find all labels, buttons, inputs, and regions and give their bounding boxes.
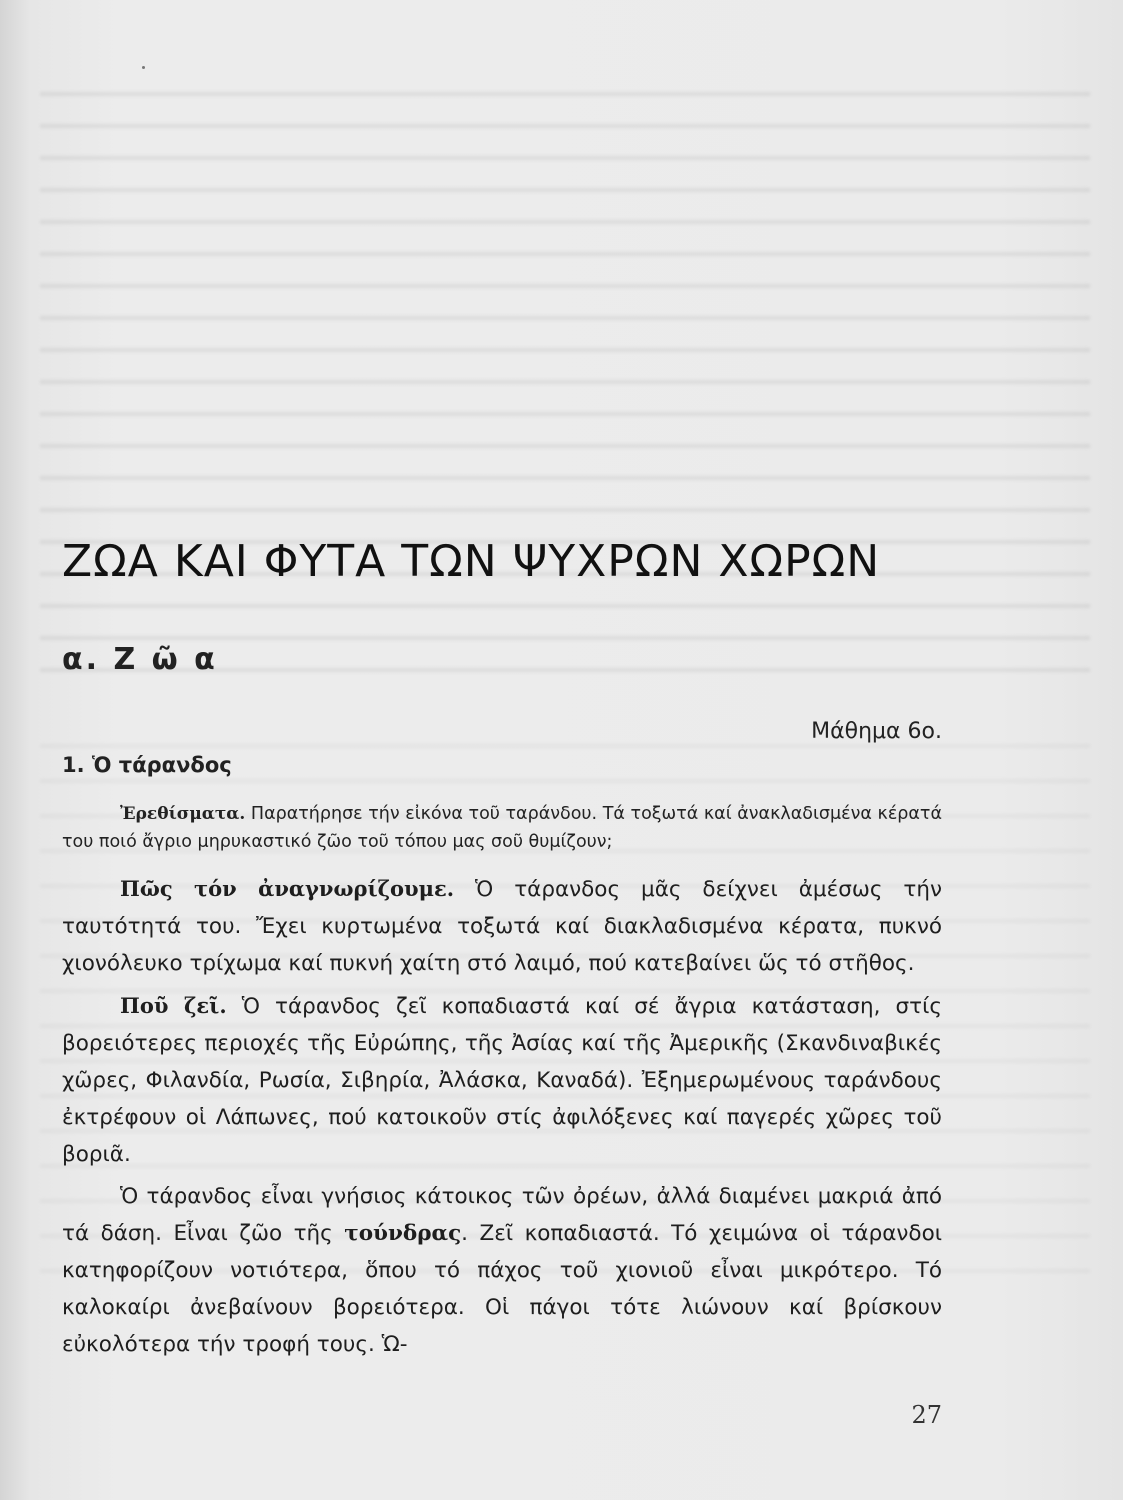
chapter-title: ΖΩΑ ΚΑΙ ΦΥΤΑ ΤΩΝ ΨΥΧΡΩΝ ΧΩΡΩΝ [62, 536, 881, 587]
lesson-body [62, 870, 942, 1368]
paragraph-text: Ὁ τάρανδος εἶναι γνήσιος κάτοικος τῶν ὀρέων, ἀλλά διαμένει μακριά ἀπό τά δάση. Εἶναι ζῶο τῆς [62, 1184, 942, 1246]
term-tundra: τούνδρας [344, 1221, 462, 1246]
paragraph-identification [62, 870, 942, 982]
lesson-subtitle: 1. Ὁ τάρανδος [62, 753, 232, 777]
section-title: α. Ζ ῶ α [62, 642, 218, 677]
paragraph-migration [62, 1178, 942, 1363]
stimuli-paragraph [62, 800, 942, 856]
paragraph-lead: Πῶς τόν ἀναγνωρίζουμε. [120, 876, 455, 901]
paragraph-text: Ὁ τάρανδος ζεῖ κοπαδιαστά καί σέ ἄγρια κατάσταση, στίς βορειότερες περιοχές τῆς Εὐρώπης, τῆς Ἀσίας καί τῆς Ἀμερικῆς (Σκανδιναβικές χῶρες, Φιλανδία, Ρωσία, Σιβηρία, Ἀλάσκα, Καναδά). Ἐξημερωμένους ταράνδους ἐκτρέφουν οἱ Λάπωνες, πού κατοικοῦν στίς ἀφιλόξενες καί παγερές χῶρες τοῦ βοριᾶ. [62, 994, 942, 1167]
page-number: 27 [911, 1401, 942, 1429]
lesson-label: Μάθημα 6ο. [811, 719, 942, 744]
stimuli-text: Παρατήρησε τήν εἰκόνα τοῦ ταράνδου. Τά τοξωτά καί ἀνακλαδισμένα κέρατά του ποιό ἄγριο μηρυκαστικό ζῶο τοῦ τόπου μας σοῦ θυμίζουν; [62, 804, 942, 852]
show-through-text-top [40, 70, 1090, 690]
stimuli-lead: Ἐρεθίσματα. [120, 804, 246, 824]
paragraph-text: Ὁ τάρανδος μᾶς δείχνει ἀμέσως τήν ταυτότητά του. Ἔχει κυρτωμένα τοξωτά καί διακλαδισμένα κέρατα, πυκνό χιονόλευκο τρίχωμα καί πυκνή χαίτη στό λαιμό, πού κατεβαίνει ὥς τό στῆθος. [62, 877, 942, 976]
paragraph-text: . Ζεῖ κοπαδιαστά. Τό χειμώνα οἱ τάρανδοι κατηφορίζουν νοτιότερα, ὅπου τό πάχος τοῦ χιονιοῦ εἶναι μικρότερο. Τό καλοκαίρι ἀνεβαίνουν βορειότερα. Οἱ πάγοι τότε λιώνουν καί βρίσκουν εὐκολότερα τήν τροφή τους. Ὡ- [62, 1221, 943, 1357]
paragraph-lead: Ποῦ ζεῖ. [120, 993, 227, 1018]
paper-speck [142, 66, 145, 69]
paragraph-habitat [62, 987, 942, 1173]
